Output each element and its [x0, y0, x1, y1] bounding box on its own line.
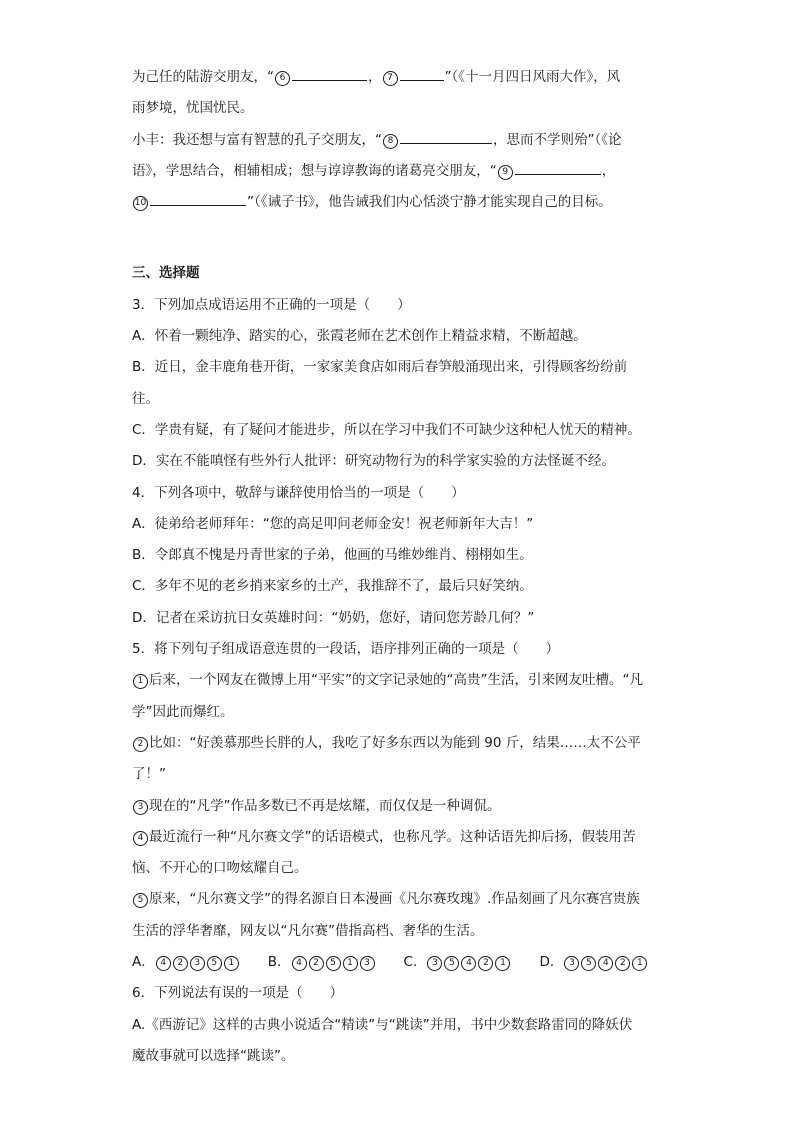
circled-number-4: 4	[461, 956, 476, 971]
q5-sentence-4-line1	[132, 822, 662, 853]
text-segment: ，	[368, 69, 382, 85]
text-segment: ，思而不学则殆”（《论	[493, 131, 622, 148]
circled-number-5: 5	[133, 893, 148, 908]
option-label: B．	[267, 954, 291, 971]
q6-option-a-line2[interactable]: 魔故事就可以选择“跳读”。	[132, 1047, 295, 1064]
circled-number-3: 3	[564, 956, 579, 971]
circled-number-9: 9	[498, 165, 513, 180]
q5-option-c[interactable]	[404, 947, 512, 978]
q5-sentence-5-line1	[132, 884, 662, 915]
text-segment: 比如：“好羡慕那些长胖的人，我吃了好多东西以为能到 90 斤，结果……太不公平	[149, 734, 641, 751]
text-segment: ”（《诫子书》，他告诫我们内心恬淡宁静才能实现自己的目标。	[247, 194, 612, 211]
text-segment: 小丰：我还想与富有智慧的孔子交朋友，“	[132, 131, 382, 148]
circled-number-2: 2	[309, 956, 324, 971]
text-segment: 为己任的陆游交朋友，“	[132, 69, 274, 85]
q3-option-b-line1[interactable]: B．近日，金丰鹿角巷开街，一家家美食店如雨后春笋般涌现出来，引得顾客纷纷前	[132, 359, 628, 376]
q4-option-b[interactable]: B．令郎真不愧是丹青世家的子弟，他画的马维妙维肖、栩栩如生。	[132, 547, 533, 564]
page-content	[132, 62, 662, 1072]
q5-sentence-1-line2: 学”因此而爆红。	[132, 703, 234, 720]
q3-option-c[interactable]: C．学贵有疑，有了疑问才能进步，所以在学习中我们不可缺少这种杞人忧天的精神。	[132, 421, 641, 438]
q5-option-d[interactable]	[539, 947, 648, 978]
circled-number-2: 2	[615, 956, 630, 971]
text-segment: ”（《十一月四日风雨大作》，风	[444, 69, 621, 85]
text-segment: 原来，“凡尔赛文学”的得名源自日本漫画《凡尔赛玫瑰》.作品刻画了凡尔赛宫贵族	[149, 891, 640, 908]
option-label: D．	[539, 954, 564, 971]
text-segment: 现在的“凡学”作品多数已不再是炫耀，而仅仅是一种调侃。	[149, 797, 501, 814]
q5-options-row	[132, 947, 662, 978]
q3-stem: 3．下列加点成语运用不正确的一项是（ ）	[132, 296, 411, 313]
circled-number-3: 3	[427, 956, 442, 971]
q4-option-c[interactable]: C．多年不见的老乡捎来家乡的土产，我推辞不了，最后只好笑纳。	[132, 578, 533, 595]
q3-option-b-line2[interactable]: 往。	[132, 390, 159, 407]
text-segment: 语》，学思结合，相辅相成；想与谆谆教诲的诸葛亮交朋友，“	[132, 162, 497, 179]
poem-fill-line-3	[132, 125, 662, 156]
circled-number-3: 3	[190, 956, 205, 971]
q5-stem: 5．将下列句子组成语意连贯的一段话，语序排列正确的一项是（ ）	[132, 641, 560, 658]
section-title-choice: 三、选择题	[132, 265, 200, 282]
circled-number-5: 5	[581, 956, 596, 971]
circled-number-4: 4	[156, 956, 171, 971]
text-segment: ，	[601, 162, 616, 179]
q5-option-b[interactable]	[268, 947, 376, 978]
q5-sentence-5-line2: 生活的浮华奢靡，网友以“凡尔赛”借指高档、奢华的生活。	[132, 922, 484, 939]
circled-number-6: 6	[275, 71, 290, 86]
q5-option-a[interactable]	[132, 947, 240, 978]
circled-number-2: 2	[133, 737, 148, 752]
circled-number-4: 4	[133, 831, 148, 846]
q4-option-d[interactable]: D．记者在采访抗日女英雄时问：“奶奶，您好，请问您芳龄几何？”	[132, 609, 535, 626]
q3-option-d[interactable]: D．实在不能嗔怪有些外行人批评：研究动物行为的科学家实验的方法怪诞不经。	[132, 453, 615, 470]
circled-number-5: 5	[326, 956, 341, 971]
q5-sentence-2-line1	[132, 728, 662, 759]
section-gap	[132, 218, 662, 258]
circled-number-1: 1	[632, 956, 647, 971]
text-segment: 最近流行一种“凡尔赛文学”的话语模式，也称凡学。这种话语先抑后扬，假装用苦	[149, 828, 636, 845]
text-segment: 后来，一个网友在微博上用“平实”的文字记录她的“高贵”生活，引来网友吐槽。“凡	[149, 672, 643, 689]
poem-fill-line-2: 雨梦境，忧国忧民。	[132, 100, 254, 117]
circled-number-1: 1	[133, 674, 148, 689]
circled-number-4: 4	[292, 956, 307, 971]
answer-blank-10[interactable]	[150, 188, 246, 206]
q5-sentence-4-line2: 恼、不开心的口吻炫耀自己。	[132, 860, 308, 877]
q6-stem: 6．下列说法有误的一项是（ ）	[132, 985, 344, 1002]
q5-sentence-2-line2: 了！”	[132, 766, 166, 783]
option-label: A．	[132, 954, 155, 971]
circled-number-1: 1	[495, 956, 510, 971]
circled-number-5: 5	[444, 956, 459, 971]
poem-fill-line-5	[132, 187, 662, 218]
circled-number-3: 3	[360, 956, 375, 971]
circled-number-1: 1	[343, 956, 358, 971]
circled-number-1: 1	[224, 956, 239, 971]
circled-number-10: 10	[133, 196, 148, 211]
q4-option-a[interactable]: A．徒弟给老师拜年：“您的高足叩问老师金安！祝老师新年大吉！”	[132, 515, 534, 532]
q6-option-a-line1[interactable]: A.《西游记》这样的古典小说适合“精读”与“跳读”并用，书中少数套路雷同的降妖伏	[132, 1016, 633, 1033]
answer-blank-7[interactable]	[400, 63, 444, 81]
answer-blank-8[interactable]	[400, 126, 492, 144]
circled-number-4: 4	[598, 956, 613, 971]
q5-sentence-3	[132, 791, 662, 822]
circled-number-2: 2	[478, 956, 493, 971]
answer-blank-9[interactable]	[515, 157, 601, 175]
circled-number-7: 7	[383, 71, 398, 86]
option-label: C．	[403, 954, 427, 971]
poem-fill-line-4	[132, 156, 662, 187]
answer-blank-6[interactable]	[292, 63, 367, 81]
q4-stem: 4．下列各项中，敬辞与谦辞使用恰当的一项是（ ）	[132, 484, 465, 501]
q5-sentence-1-line1	[132, 665, 662, 696]
poem-fill-line-1	[132, 62, 662, 93]
circled-number-2: 2	[173, 956, 188, 971]
circled-number-5: 5	[207, 956, 222, 971]
q3-option-a[interactable]: A．怀着一颗纯净、踏实的心，张霞老师在艺术创作上精益求精，不断超越。	[132, 328, 587, 345]
circled-number-3: 3	[133, 800, 148, 815]
circled-number-8: 8	[383, 134, 398, 149]
